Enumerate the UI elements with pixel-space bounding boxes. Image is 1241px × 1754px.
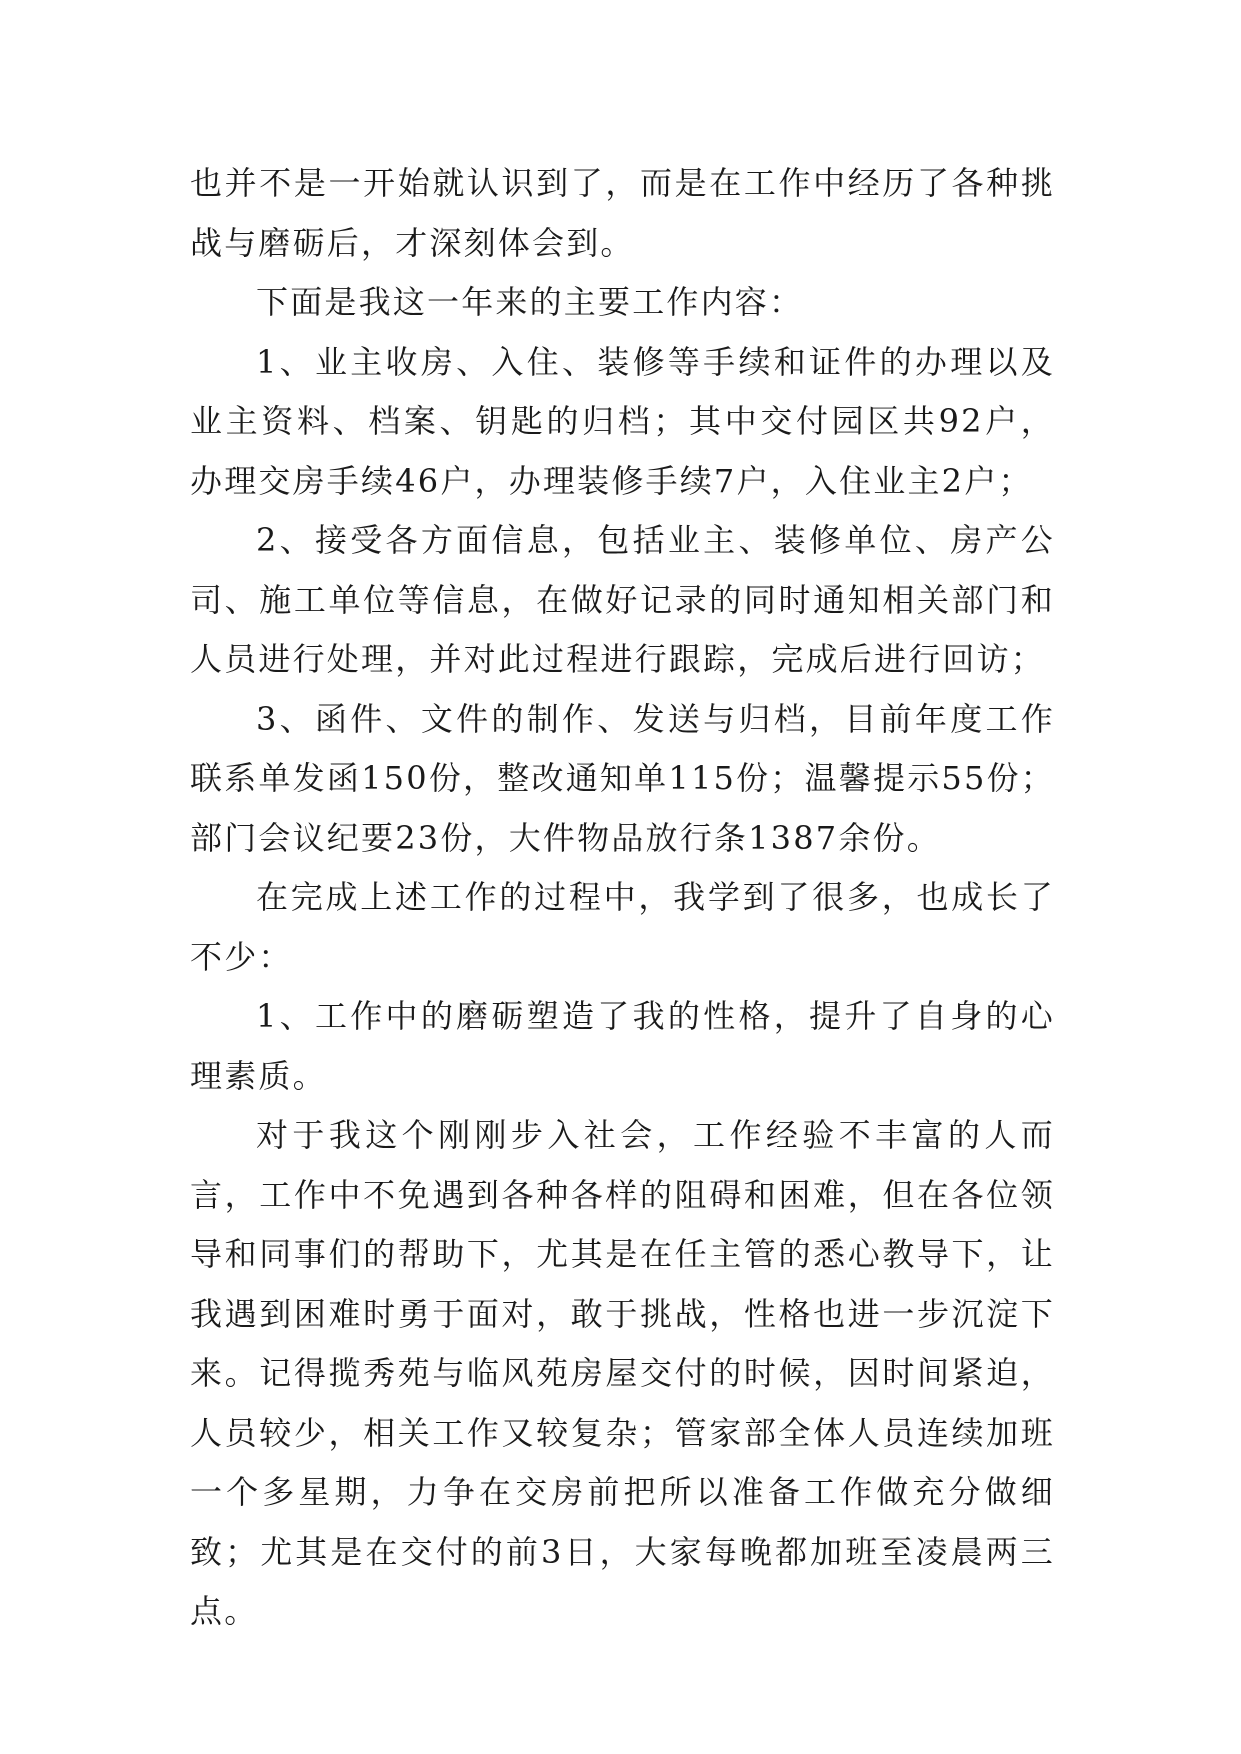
paragraph-work-intro: 下面是我这一年来的主要工作内容： — [256, 283, 804, 321]
paragraph-continuation: 也并不是一开始就认识到了，而是在工作中经历了各种挑战与磨砺后，才深刻体会到。 — [190, 164, 1055, 262]
document-body — [190, 154, 1055, 1642]
paragraph-learning-item-1: 1、工作中的磨砺塑造了我的性格，提升了自身的心理素质。 — [190, 997, 1055, 1095]
paragraph-work-item-2: 2、接受各方面信息，包括业主、装修单位、房产公司、施工单位等信息，在做好记录的同时通知相关部门和人员进行处理，并对此过程进行跟踪，完成后进行回访； — [190, 521, 1055, 678]
paragraph-experience: 对于我这个刚刚步入社会，工作经验不丰富的人而言，工作中不免遇到各种各样的阻碍和困难，但在各位领导和同事们的帮助下，尤其是在任主管的悉心教导下，让我遇到困难时勇于面对，敢于挑战，性格也进一步沉淀下来。记得揽秀苑与临风苑房屋交付的时候，因时间紧迫，人员较少，相关工作又较复杂；管家部全体人员连续加班一个多星期，力争在交房前把所以准备工作做充分做细致；尤其是在交付的前3日，大家每晚都加班至凌晨两三点。 — [190, 1116, 1055, 1630]
paragraph-work-item-3: 3、函件、文件的制作、发送与归档，目前年度工作联系单发函150份，整改通知单115份；温馨提示55份；部门会议纪要23份，大件物品放行条1387余份。 — [190, 699, 1055, 857]
paragraph-learning-intro: 在完成上述工作的过程中，我学到了很多，也成长了不少： — [190, 878, 1055, 976]
paragraph-work-item-1: 1、业主收房、入住、装修等手续和证件的办理以及业主资料、档案、钥匙的归档；其中交付园区共92户，办理交房手续46户，办理装修手续7户，入住业主2户； — [190, 342, 1055, 500]
